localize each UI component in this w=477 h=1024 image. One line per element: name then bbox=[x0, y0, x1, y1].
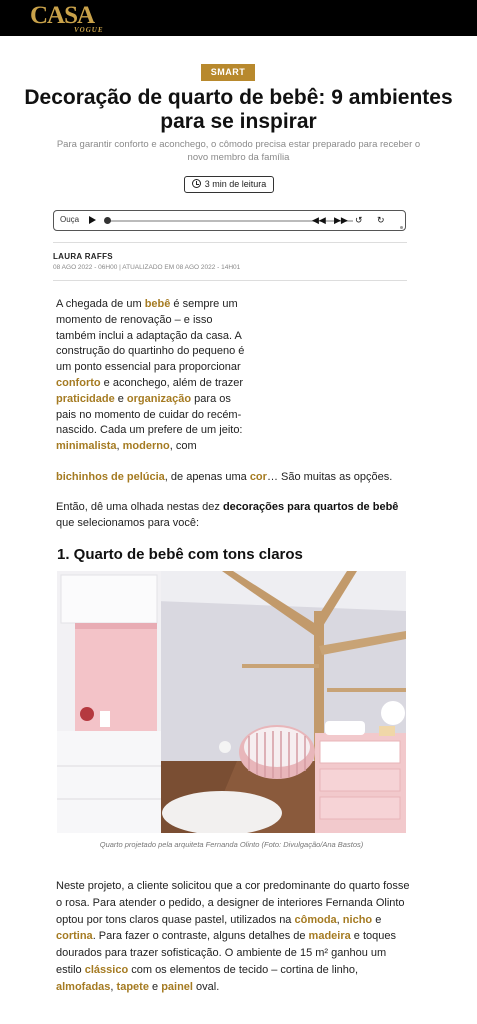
text: , bbox=[110, 980, 117, 993]
replay-back-icon[interactable]: ↺ bbox=[355, 215, 363, 225]
clock-icon bbox=[192, 179, 201, 188]
link-tapete[interactable]: tapete bbox=[116, 980, 149, 993]
text: e bbox=[372, 913, 382, 926]
link-painel[interactable]: painel bbox=[161, 980, 193, 993]
text: e bbox=[148, 980, 162, 993]
text: com os elementos de tecido – cortina de linho, bbox=[128, 963, 359, 976]
link-praticidade[interactable]: praticidade bbox=[56, 392, 115, 405]
more-dot-icon bbox=[400, 226, 403, 229]
category-tag[interactable]: SMART bbox=[201, 64, 255, 81]
link-cor[interactable]: cor bbox=[249, 471, 267, 483]
article-subtitle: Para garantir conforto e aconchego, o cômodo precisa estar preparado para receber o novo membro da família bbox=[56, 139, 421, 163]
logo-text: CASA bbox=[30, 2, 95, 29]
text: oval. bbox=[192, 980, 220, 993]
nursery-photo[interactable] bbox=[57, 571, 406, 833]
author-name[interactable]: LAURA RAFFS bbox=[53, 252, 113, 261]
read-time-label: 3 min de leitura bbox=[204, 179, 267, 189]
play-icon[interactable] bbox=[89, 216, 96, 224]
text: Neste projeto, a cliente solicitou que a cor predominante do quarto fosse o rosa. Para atender o pedido, a designer de interiores Fernanda Olinto optou por tons claros quase pastel, utilizados na bbox=[56, 880, 410, 926]
nursery-illustration bbox=[57, 571, 406, 833]
text: . Para fazer o contraste, alguns detalhes de bbox=[92, 930, 309, 943]
link-minimalista[interactable]: minimalista bbox=[56, 440, 117, 453]
text: , com bbox=[169, 440, 197, 453]
rewind-icon[interactable]: ◀◀ bbox=[312, 215, 326, 225]
read-time-badge bbox=[184, 176, 274, 193]
link-classico[interactable]: clássico bbox=[84, 963, 129, 976]
paragraph-3 bbox=[56, 878, 411, 996]
link-comoda[interactable]: cômoda bbox=[294, 913, 337, 926]
audio-player bbox=[53, 210, 406, 231]
link-almofadas[interactable]: almofadas bbox=[56, 980, 111, 993]
photo-caption: Quarto projetado pela arquiteta Fernanda Olinto (Foto: Divulgação/Ana Bastos) bbox=[99, 840, 364, 849]
intro-paragraph bbox=[56, 297, 251, 455]
text: e aconchego, além de trazer bbox=[100, 376, 244, 389]
link-bichinhos[interactable]: bichinhos de pelúcia bbox=[56, 471, 165, 483]
article-title: Decoração de quarto de bebê: 9 ambientes para se inspirar bbox=[24, 86, 453, 133]
listen-label: Ouça bbox=[60, 215, 80, 224]
text: , bbox=[116, 440, 123, 453]
replay-forward-icon[interactable]: ↻ bbox=[377, 215, 385, 225]
text: , de apenas uma bbox=[164, 471, 250, 483]
text: … São muitas as opções. bbox=[266, 471, 393, 483]
logo-subtext: VOGUE bbox=[74, 26, 104, 34]
text: e bbox=[114, 392, 127, 405]
link-madeira[interactable]: madeira bbox=[308, 930, 351, 943]
text: Então, dê uma olhada nestas dez bbox=[56, 501, 223, 513]
publish-dates: 08 AGO 2022 - 06H00 | ATUALIZADO EM 08 AGO 2022 - 14H01 bbox=[53, 264, 241, 271]
text: para os pais no momento de cuidar do recém-nascido. Cada um prefere de um jeito: bbox=[56, 392, 243, 437]
link-bebe[interactable]: bebê bbox=[144, 298, 171, 310]
link-nicho[interactable]: nicho bbox=[342, 913, 373, 926]
top-bar bbox=[0, 0, 477, 36]
casa-vogue-logo[interactable] bbox=[30, 2, 104, 34]
text: , bbox=[336, 913, 343, 926]
divider-bottom bbox=[53, 280, 407, 281]
link-organizacao[interactable]: organização bbox=[126, 392, 192, 405]
link-conforto[interactable]: conforto bbox=[56, 376, 101, 389]
fast-forward-icon[interactable]: ▶▶ bbox=[334, 215, 348, 225]
section-title: 1. Quarto de bebê com tons claros bbox=[57, 546, 303, 563]
divider-top bbox=[53, 242, 407, 243]
text: A chegada de um bbox=[56, 298, 145, 310]
audio-progress-knob[interactable] bbox=[104, 217, 111, 224]
text: e toques dourados para trazer sofisticação. O ambiente de 15 m² ganhou um estilo bbox=[56, 930, 397, 976]
paragraph-2 bbox=[56, 499, 406, 531]
intro-paragraph-end bbox=[56, 470, 396, 486]
bold-text: decorações para quartos de bebê bbox=[222, 501, 399, 513]
text: é sempre um momento de renovação – e isso também inclui a adaptação da casa. A construção do quartinho do pequeno é um ponto essencial para proporcionar bbox=[56, 298, 245, 374]
link-moderno[interactable]: moderno bbox=[122, 440, 170, 453]
text: que selecionamos para você: bbox=[56, 517, 200, 529]
link-cortina[interactable]: cortina bbox=[56, 930, 93, 943]
